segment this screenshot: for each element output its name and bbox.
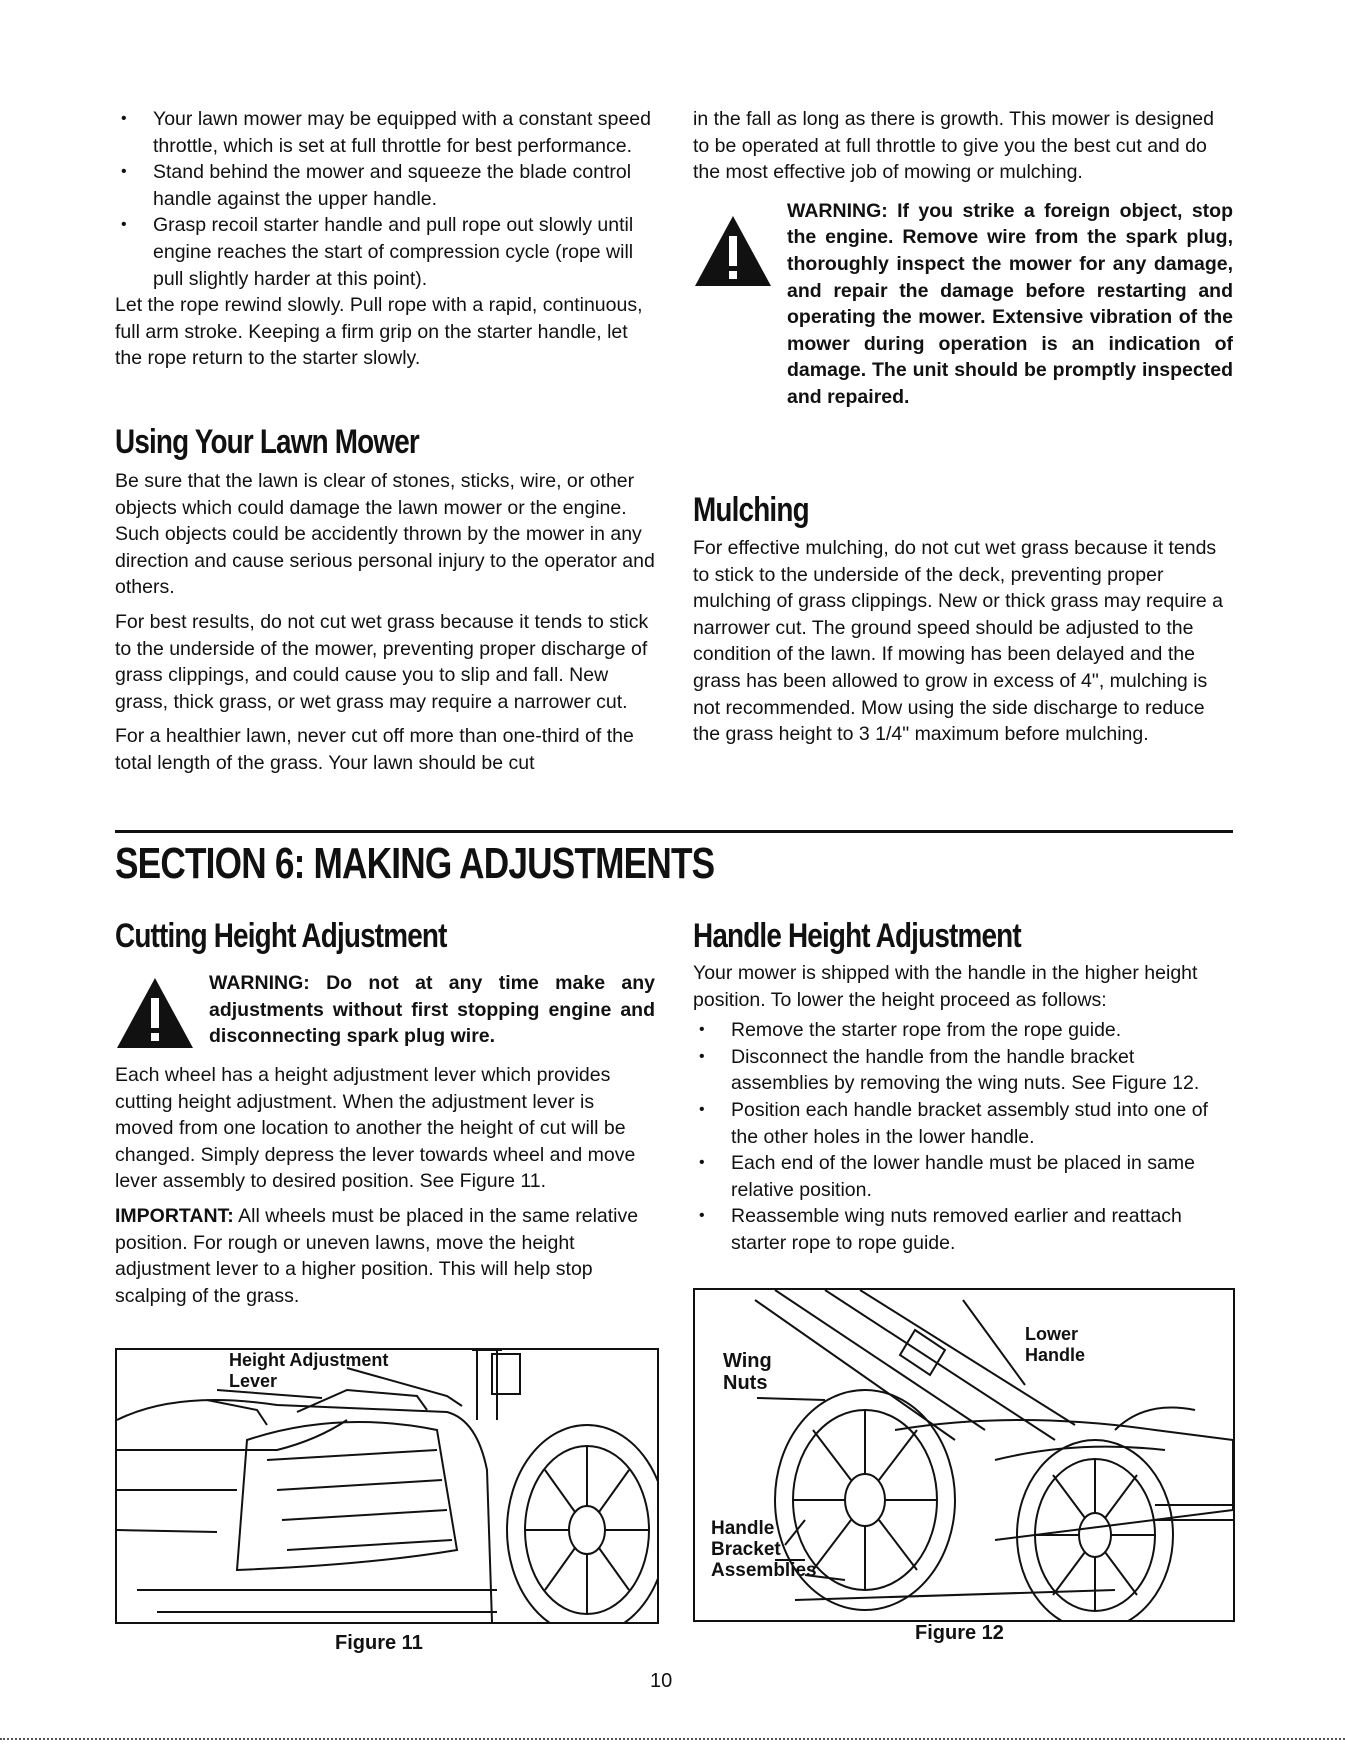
callout-line: Lower xyxy=(1025,1324,1079,1344)
callout-line: Wing xyxy=(723,1350,772,1372)
mulching-heading: Mulching xyxy=(693,491,809,529)
using-heading: Using Your Lawn Mower xyxy=(115,423,419,461)
figure-12 xyxy=(693,1288,1235,1622)
callout-line: Nuts xyxy=(723,1372,768,1394)
callout-line: Handle xyxy=(1025,1345,1086,1365)
warning-text: WARNING: If you strike a foreign object, stop the engine. Remove wire from the spark plug, thoroughly inspect the mower for any damage, and repair the damage before restarting and operating the mower. Extensive vibration of the mower during operation is an indication of damage. The unit should be promptly inspected and repaired. xyxy=(787,199,1233,408)
important-text: All wheels must be placed in the same relative position. For rough or uneven lawns, move the height adjustment lever to a higher position. This will help stop scalping of the grass. xyxy=(115,1204,639,1307)
page-number: 10 xyxy=(650,1670,673,1692)
using-paragraph-3: For a healthier lawn, never cut off more than one-third of the total length of the grass. Your lawn should be cut xyxy=(115,725,634,774)
list-item: • Grasp recoil starter handle and pull rope out slowly until engine reaches the start of compression cycle (rope will pull slightly harder at this point). xyxy=(115,212,655,292)
important-paragraph xyxy=(115,1203,655,1309)
handle-bullets xyxy=(693,1017,1233,1256)
handle-heading: Handle Height Adjustment xyxy=(693,917,1021,955)
mulching-paragraph: For effective mulching, do not cut wet grass because it tends to stick to the underside of the deck, preventing proper mulching of grass clippings. New or thick grass may require a narrower cut. The ground speed should be adjusted to the condition of the lawn. If mowing has been delayed and the grass has been allowed to grow in excess of 4", mulching is not recommended. Mow using the side discharge to reduce the grass height to 3 1/4" maximum before mulching. xyxy=(693,537,1223,746)
using-paragraph-2: For best results, do not cut wet grass because it tends to stick to the underside of the mower, preventing proper discharge of grass clippings, and could cause you to slip and fall. New grass, thick grass, or wet grass may require a narrower cut. xyxy=(115,610,649,713)
cutting-paragraph: Each wheel has a height adjustment lever which provides cutting height adjustment. When the adjustment lever is moved from one location to another the height of cut will be changed. Simply depress the lever towards wheel and move lever assembly to desired position. See Figure 11. xyxy=(115,1064,636,1193)
important-label: IMPORTANT: xyxy=(115,1204,234,1227)
fall-paragraph: in the fall as long as there is growth. This mower is designed to be operated at full throttle to give you the best cut and do the most effective job of mowing or mulching. xyxy=(693,108,1214,184)
figure-11 xyxy=(115,1348,659,1624)
callout-line: Assemblies xyxy=(711,1560,817,1581)
callout-line: Bracket xyxy=(711,1539,781,1560)
section-title: SECTION 6: MAKING ADJUSTMENTS xyxy=(115,839,715,888)
cutting-warning xyxy=(115,970,655,1050)
scan-edge xyxy=(0,1738,1345,1740)
section-divider xyxy=(115,830,1233,833)
right-column-top xyxy=(693,106,1233,411)
list-item: • Each end of the lower handle must be placed in same relative position. xyxy=(693,1150,1233,1203)
figure-11-caption: Figure 11 xyxy=(335,1632,423,1654)
list-item: • Your lawn mower may be equipped with a constant speed throttle, which is set at full throttle for best performance. xyxy=(115,106,655,159)
starting-bullets xyxy=(115,106,655,292)
warning-text: WARNING: Do not at any time make any adjustments without first stopping engine and disconnecting spark plug wire. xyxy=(209,972,655,1048)
callout-lower-handle xyxy=(1025,1324,1085,1366)
callout-line: Height Adjustment xyxy=(229,1350,389,1370)
cutting-heading: Cutting Height Adjustment xyxy=(115,917,447,955)
callout-height-adjustment-lever xyxy=(229,1350,388,1392)
using-section xyxy=(115,468,655,785)
handle-paragraph: Your mower is shipped with the handle in the higher height position. To lower the height proceed as follows: xyxy=(693,962,1198,1011)
warning-triangle-icon xyxy=(693,214,773,288)
rope-paragraph: Let the rope rewind slowly. Pull rope with a rapid, continuous, full arm stroke. Keeping a firm grip on the starter handle, let the rope return to the starter slowly. xyxy=(115,294,643,370)
cutting-section xyxy=(115,970,655,1317)
mulching-section xyxy=(693,535,1233,756)
list-item: • Disconnect the handle from the handle bracket assemblies by removing the wing nuts. See Figure 12. xyxy=(693,1044,1233,1097)
list-item: • Stand behind the mower and squeeze the blade control handle against the upper handle. xyxy=(115,159,655,212)
callout-line: Lever xyxy=(229,1371,278,1391)
list-item: • Remove the starter rope from the rope guide. xyxy=(693,1017,1233,1044)
using-paragraph-1: Be sure that the lawn is clear of stones, sticks, wire, or other objects which could damage the lawn mower or the engine. Such objects could be accidently thrown by the mower in any direction and cause serious personal injury to the operator and others. xyxy=(115,470,655,599)
warning-triangle-icon xyxy=(115,976,195,1050)
handle-section xyxy=(693,960,1233,1257)
list-item: • Reassemble wing nuts removed earlier and reattach starter rope to rope guide. xyxy=(693,1203,1233,1256)
callout-handle-bracket-assemblies xyxy=(711,1518,817,1581)
left-column-top xyxy=(115,106,655,380)
callout-wing-nuts xyxy=(723,1350,772,1394)
callout-line: Handle xyxy=(711,1518,775,1539)
foreign-object-warning xyxy=(693,198,1233,411)
list-item: • Position each handle bracket assembly stud into one of the other holes in the lower handle. xyxy=(693,1097,1233,1150)
figure-12-caption: Figure 12 xyxy=(915,1622,1004,1644)
